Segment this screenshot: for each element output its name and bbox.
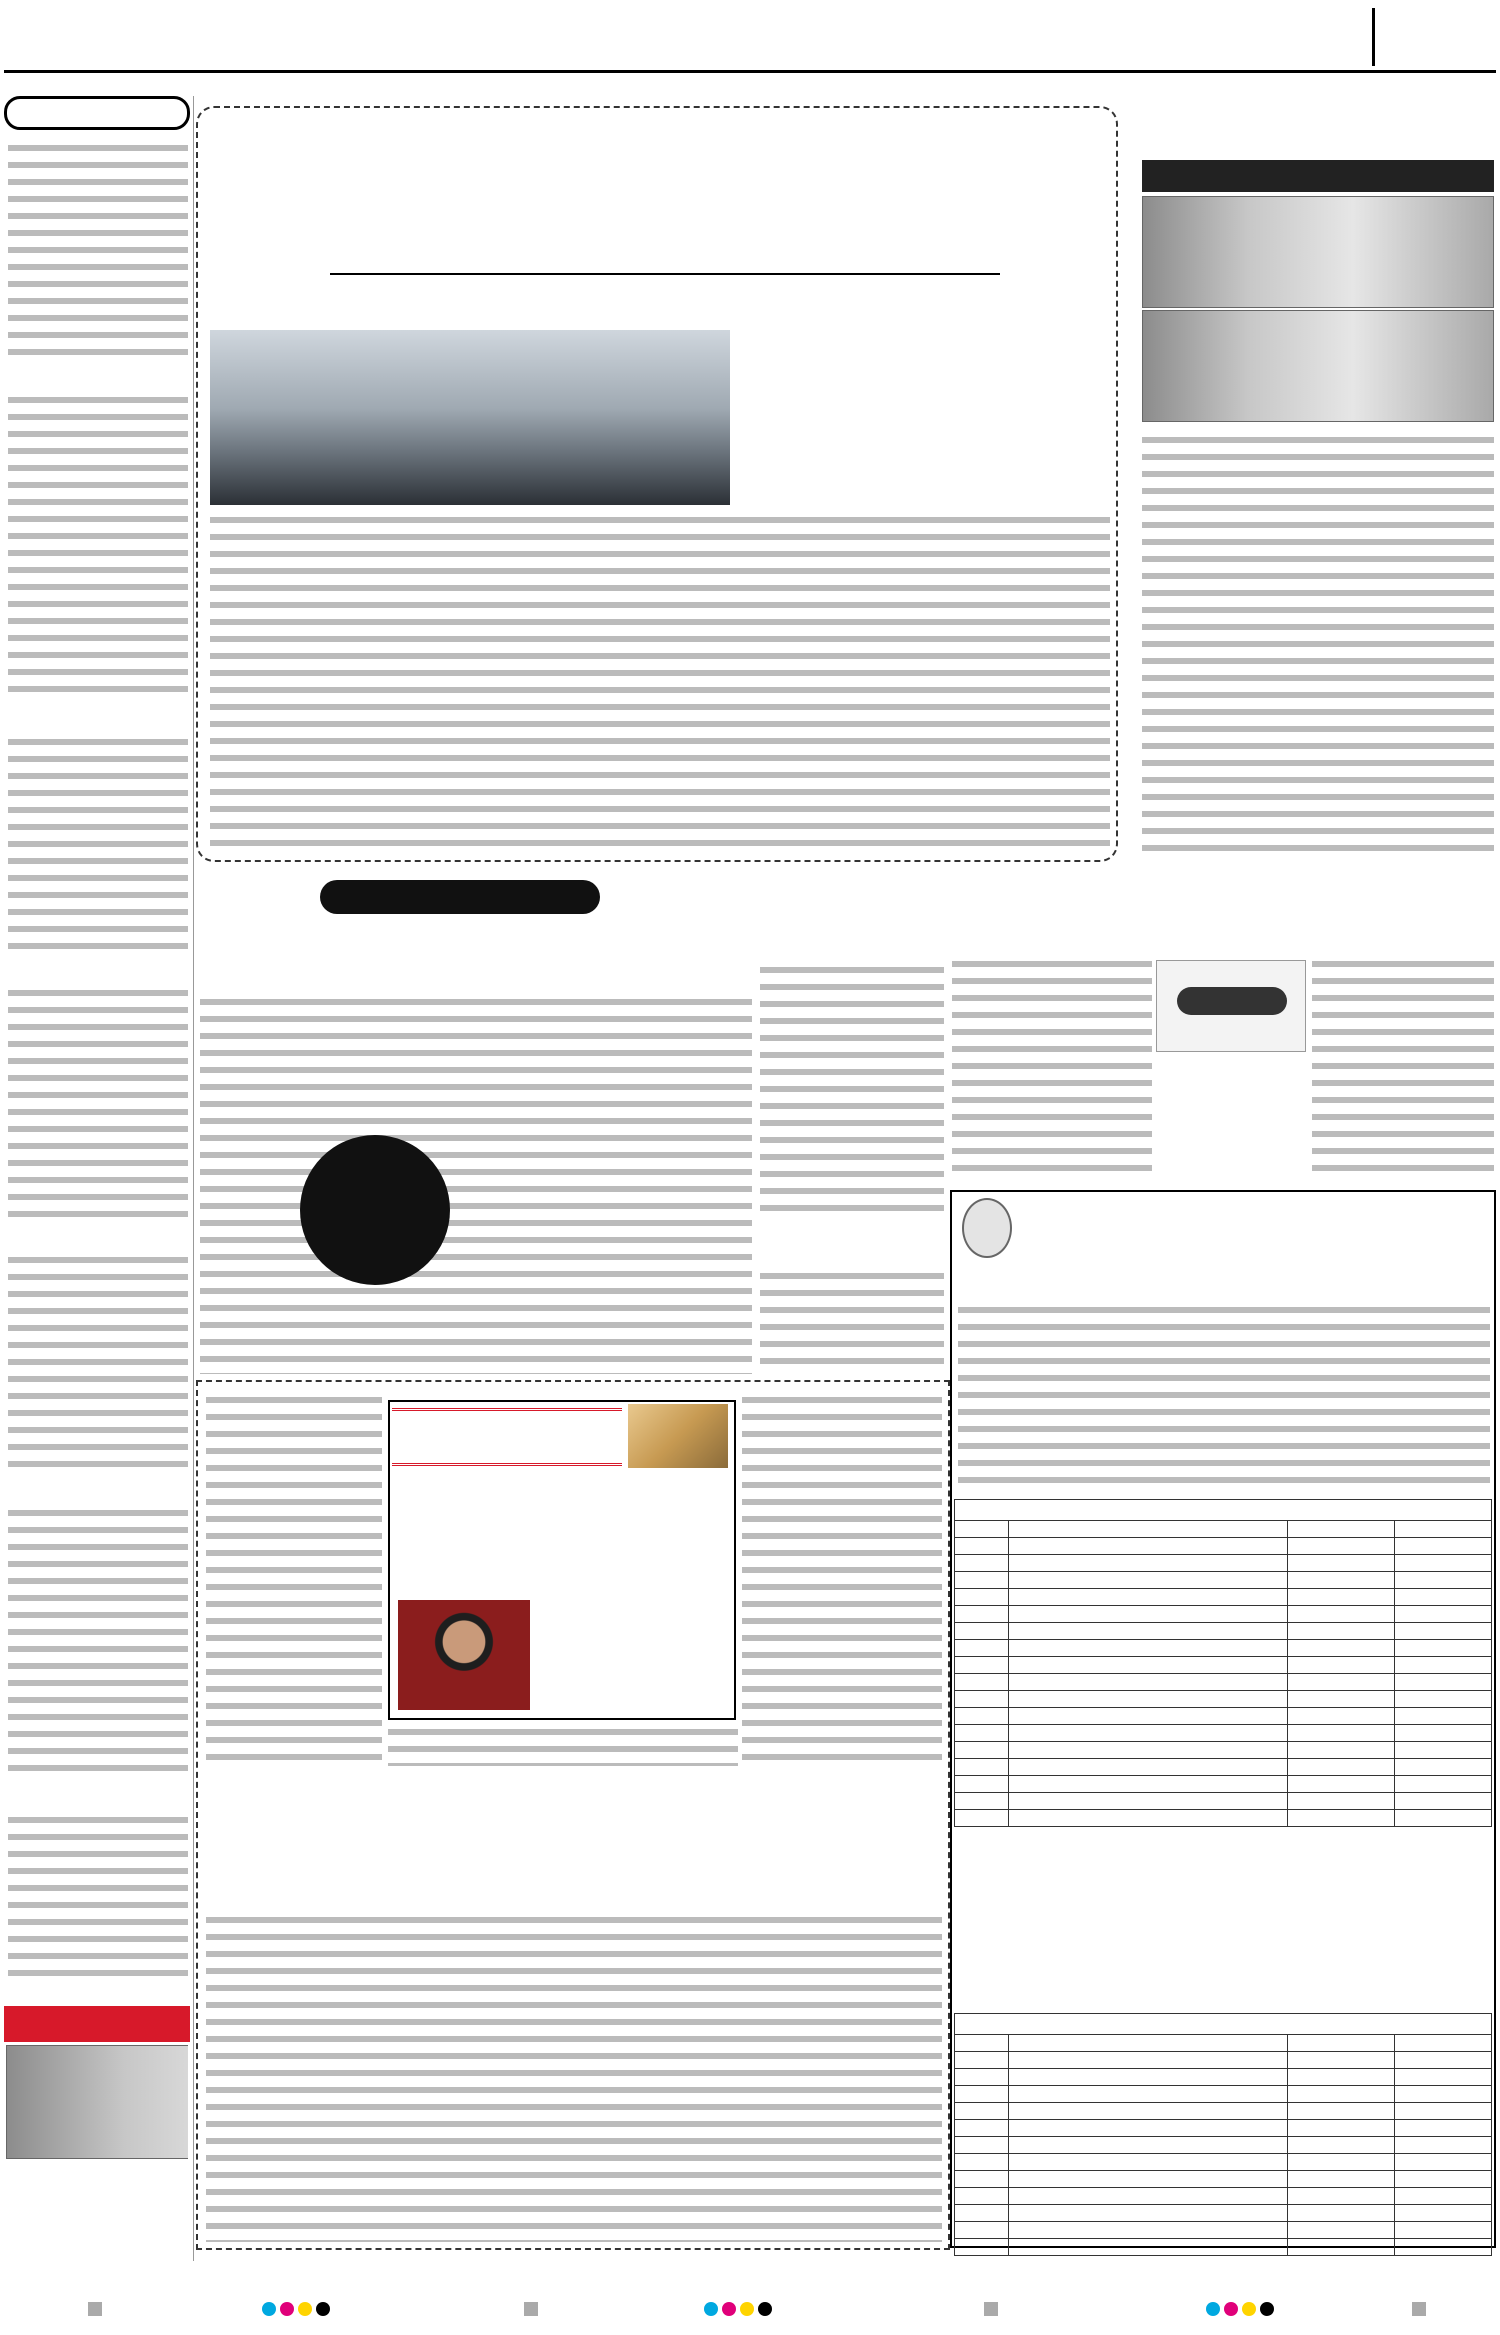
table-cell <box>955 1572 1009 1589</box>
brief-body <box>8 734 188 954</box>
brief-body <box>8 140 188 360</box>
table-cell <box>1287 1674 1394 1691</box>
table-row <box>955 1708 1492 1725</box>
table-row <box>955 2120 1492 2137</box>
artha-headline <box>392 1408 622 1466</box>
note-story-headline <box>1140 106 1496 158</box>
table-cell <box>955 2120 1009 2137</box>
table-row <box>955 1742 1492 1759</box>
table-cell <box>1287 2120 1394 2137</box>
fed-headline <box>760 878 920 958</box>
table-cell <box>1395 1776 1492 1793</box>
table-row <box>955 1776 1492 1793</box>
table-cell <box>955 2069 1009 2086</box>
table-header-cell <box>1008 1521 1287 1538</box>
table-cell <box>955 2137 1009 2154</box>
table-cell <box>1287 2069 1394 2086</box>
table-cell <box>1395 1589 1492 1606</box>
money-image <box>628 1404 728 1468</box>
table-header-row <box>955 1521 1492 1538</box>
table-cell <box>1008 1555 1287 1572</box>
table-row <box>955 2086 1492 2103</box>
table-cell <box>955 1640 1009 1657</box>
table-cell <box>1287 1640 1394 1657</box>
table-cell <box>1395 2069 1492 2086</box>
table-cell <box>1395 2205 1492 2222</box>
gold-headline <box>760 1224 920 1264</box>
durian-logo <box>1156 960 1306 1052</box>
exchange-rate-header <box>4 2006 190 2042</box>
table-row <box>955 1538 1492 1555</box>
table-header-cell <box>955 2035 1009 2052</box>
table-cell <box>1287 2103 1394 2120</box>
brief-body <box>8 1252 188 1472</box>
print-mark <box>1242 2302 1256 2316</box>
brief-body <box>8 392 188 702</box>
brief-item <box>8 392 188 727</box>
table-cell <box>1395 2103 1492 2120</box>
table-cell <box>955 1623 1009 1640</box>
brief-item <box>8 1812 188 2000</box>
table-cell <box>1287 2154 1394 2171</box>
table-cell <box>1008 1810 1287 1827</box>
table-cell <box>1395 1708 1492 1725</box>
table-cell <box>1287 1725 1394 1742</box>
table-cell <box>955 2154 1009 2171</box>
table-cell <box>1008 2137 1287 2154</box>
print-mark <box>298 2302 312 2316</box>
table-cell <box>1008 2205 1287 2222</box>
table-cell <box>1287 1708 1394 1725</box>
market-table-grid <box>954 1520 1492 1827</box>
corporation-emblem-icon <box>962 1198 1012 1258</box>
artha-body-right <box>742 1392 942 1764</box>
table-cell <box>1395 1555 1492 1572</box>
table-row <box>955 2205 1492 2222</box>
durian-logo-text <box>1177 987 1287 1015</box>
exchange-source <box>6 2045 188 2159</box>
table-cell <box>955 1708 1009 1725</box>
table-cell <box>1287 1793 1394 1810</box>
author-portrait <box>398 1600 530 1710</box>
table-cell <box>1395 1759 1492 1776</box>
newspaper-logo <box>4 4 124 64</box>
print-mark <box>280 2302 294 2316</box>
durian-body-right <box>1312 956 1494 1182</box>
brief-body <box>8 1505 188 1781</box>
pond-table <box>954 2013 1492 2256</box>
brief-item <box>8 734 188 979</box>
table-cell <box>1008 1793 1287 1810</box>
table-cell <box>1008 1657 1287 1674</box>
table-cell <box>1008 2086 1287 2103</box>
print-mark <box>984 2302 998 2316</box>
print-mark <box>524 2302 538 2316</box>
table-cell <box>1287 1810 1394 1827</box>
tender-contact <box>1014 1256 1494 1278</box>
table-cell <box>1008 2222 1287 2239</box>
table-cell <box>955 1691 1009 1708</box>
pond-table-caption <box>954 2013 1492 2034</box>
table-cell <box>1287 2171 1394 2188</box>
tender-signature <box>1290 2222 1490 2242</box>
print-mark <box>1224 2302 1238 2316</box>
table-row <box>955 1759 1492 1776</box>
table-cell <box>1008 2069 1287 2086</box>
table-cell <box>955 1555 1009 1572</box>
table-cell <box>1395 1742 1492 1759</box>
brief-body <box>8 985 188 1221</box>
print-mark <box>704 2302 718 2316</box>
rail-kicker <box>320 880 600 914</box>
table-row <box>955 1589 1492 1606</box>
print-registration-strip <box>0 2296 1500 2320</box>
table-cell <box>955 1674 1009 1691</box>
table-cell <box>955 2103 1009 2120</box>
table-cell <box>1287 1555 1394 1572</box>
table-header-cell <box>955 1521 1009 1538</box>
print-mark <box>88 2302 102 2316</box>
table-cell <box>1287 1589 1394 1606</box>
table-cell <box>1395 1657 1492 1674</box>
tender-body-text <box>958 1302 1490 1494</box>
table-cell <box>1008 1589 1287 1606</box>
table-cell <box>1287 1623 1394 1640</box>
print-mark <box>1412 2302 1426 2316</box>
table-cell <box>955 1742 1009 1759</box>
table-cell <box>1395 1640 1492 1657</box>
table-cell <box>1395 1674 1492 1691</box>
table-cell <box>1008 1640 1287 1657</box>
table-cell <box>955 1657 1009 1674</box>
lead-body-text <box>210 512 1110 852</box>
table-cell <box>955 2188 1009 2205</box>
print-mark <box>722 2302 736 2316</box>
table-cell <box>1395 2120 1492 2137</box>
table-row <box>955 2171 1492 2188</box>
print-mark <box>262 2302 276 2316</box>
table-cell <box>1395 1810 1492 1827</box>
table-cell <box>955 1759 1009 1776</box>
section-title <box>650 6 950 66</box>
brief-item <box>8 985 188 1245</box>
table-cell <box>1287 2188 1394 2205</box>
artha-body-left <box>206 1392 382 1764</box>
table-header-cell <box>1287 2035 1394 2052</box>
note-story-body <box>1142 432 1494 862</box>
table-cell <box>1287 2086 1394 2103</box>
table-cell <box>1008 2239 1287 2256</box>
table-row <box>955 1606 1492 1623</box>
table-row <box>955 2052 1492 2069</box>
table-cell <box>1395 1623 1492 1640</box>
table-cell <box>1008 2103 1287 2120</box>
table-header-cell <box>1395 2035 1492 2052</box>
table-cell <box>1008 1538 1287 1555</box>
page-number <box>1385 0 1495 70</box>
table-cell <box>1008 1572 1287 1589</box>
lead-subhead <box>330 273 1000 309</box>
table-row <box>955 1555 1492 1572</box>
print-mark <box>1206 2302 1220 2316</box>
gold-body-text <box>760 1268 944 1374</box>
table-header-cell <box>1287 1521 1394 1538</box>
artha-tagline <box>392 1470 728 1560</box>
table-cell <box>1008 2120 1287 2137</box>
note-2000-image <box>1142 196 1494 308</box>
table-cell <box>1287 1759 1394 1776</box>
table-cell <box>1395 1538 1492 1555</box>
table-cell <box>1008 1691 1287 1708</box>
brief-item <box>8 140 188 385</box>
rail-headline <box>196 918 756 988</box>
table-cell <box>1008 1623 1287 1640</box>
dateline <box>150 38 550 62</box>
table-cell <box>1395 1725 1492 1742</box>
table-cell <box>1395 2086 1492 2103</box>
table-row <box>955 2137 1492 2154</box>
table-cell <box>955 2222 1009 2239</box>
briefs-header <box>4 96 190 130</box>
table-row <box>955 1623 1492 1640</box>
table-cell <box>955 1810 1009 1827</box>
table-cell <box>955 2052 1009 2069</box>
print-mark <box>758 2302 772 2316</box>
note-500-image <box>1142 310 1494 422</box>
fed-body-text <box>760 962 944 1218</box>
table-cell <box>955 1776 1009 1793</box>
brief-item <box>8 1252 188 1497</box>
print-mark <box>740 2302 754 2316</box>
durian-headline <box>950 872 1496 952</box>
table-cell <box>955 1725 1009 1742</box>
table-row <box>955 1640 1492 1657</box>
table-cell <box>1008 2052 1287 2069</box>
table-cell <box>955 2205 1009 2222</box>
seminar-photo <box>210 330 730 505</box>
table-cell <box>1287 1572 1394 1589</box>
table-cell <box>1008 2188 1287 2205</box>
table-row <box>955 2188 1492 2205</box>
table-cell <box>1008 1759 1287 1776</box>
table-header-cell <box>1395 1521 1492 1538</box>
table-cell <box>1395 2154 1492 2171</box>
table-row <box>955 1725 1492 1742</box>
table-cell <box>1008 1776 1287 1793</box>
table-cell <box>1008 1708 1287 1725</box>
table-row <box>955 1657 1492 1674</box>
table-cell <box>1287 1776 1394 1793</box>
table-cell <box>1008 1674 1287 1691</box>
table-cell <box>1008 1742 1287 1759</box>
table-cell <box>1287 2205 1394 2222</box>
lead-headline <box>210 120 1110 230</box>
durian-body-left <box>952 956 1152 1182</box>
table-cell <box>1395 2188 1492 2205</box>
table-cell <box>955 2086 1009 2103</box>
table-cell <box>1395 2052 1492 2069</box>
table-header-row <box>955 2035 1492 2052</box>
table-header-cell <box>1008 2035 1287 2052</box>
table-cell <box>1287 1606 1394 1623</box>
table-cell <box>1287 2052 1394 2069</box>
table-cell <box>1287 1742 1394 1759</box>
rail-body-text <box>200 994 752 1374</box>
table-cell <box>955 1589 1009 1606</box>
market-table <box>954 1499 1492 1827</box>
table-row <box>955 1572 1492 1589</box>
table-cell <box>955 1793 1009 1810</box>
print-mark <box>1260 2302 1274 2316</box>
author-credentials <box>540 1652 734 1716</box>
table-cell <box>1287 1538 1394 1555</box>
table-cell <box>955 2239 1009 2256</box>
table-row <box>955 2069 1492 2086</box>
table-cell <box>1395 2171 1492 2188</box>
tender-number <box>958 1280 1058 1300</box>
table-cell <box>1395 1572 1492 1589</box>
table-cell <box>1287 1691 1394 1708</box>
savings-table-head <box>206 1772 762 1792</box>
table-cell <box>1287 2137 1394 2154</box>
table-cell <box>1008 1606 1287 1623</box>
exchange-rate-table <box>6 2045 188 2159</box>
table-cell <box>1395 1691 1492 1708</box>
table-row <box>955 2103 1492 2120</box>
table-cell <box>1395 1793 1492 1810</box>
rail-minister-mission-badge <box>300 1135 450 1285</box>
print-mark <box>316 2302 330 2316</box>
brief-item <box>8 1505 188 1805</box>
table-cell <box>1008 1725 1287 1742</box>
table-cell <box>955 1538 1009 1555</box>
table-row <box>955 1810 1492 1827</box>
market-table-caption <box>954 1499 1492 1520</box>
table-cell <box>955 2171 1009 2188</box>
table-cell <box>1395 1606 1492 1623</box>
tender-date <box>1380 1280 1490 1300</box>
tender-title <box>1014 1196 1494 1256</box>
table-row <box>955 1674 1492 1691</box>
table-row <box>955 1691 1492 1708</box>
table-cell <box>1287 1657 1394 1674</box>
table-cell <box>1008 2171 1287 2188</box>
page-number-divider <box>1372 8 1375 66</box>
table-cell <box>1008 2154 1287 2171</box>
artha-body-bottom <box>206 1912 942 2242</box>
artha-body-mid <box>388 1724 738 1766</box>
table-row <box>955 2154 1492 2171</box>
table-row <box>955 1793 1492 1810</box>
brief-body <box>8 1812 188 1976</box>
note-story-label <box>1142 160 1494 192</box>
table-cell <box>955 1606 1009 1623</box>
table-cell <box>1395 2137 1492 2154</box>
masthead-rule <box>4 70 1496 73</box>
